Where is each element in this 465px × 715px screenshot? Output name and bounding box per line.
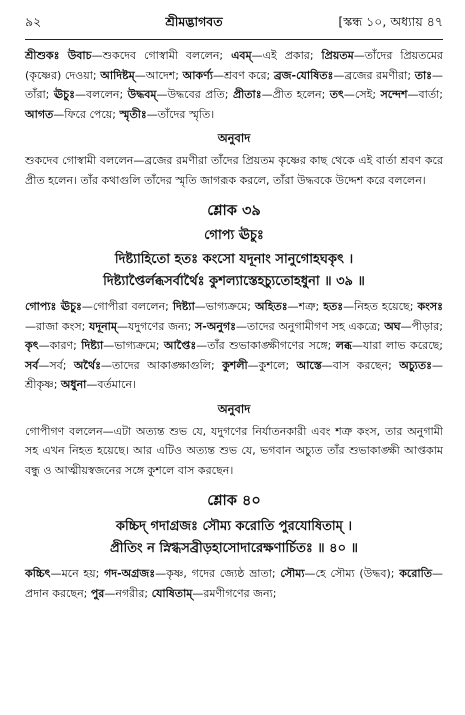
synonym-term: পুর	[90, 586, 105, 600]
synonym-term: আস্তে	[296, 358, 322, 372]
translation-label-39: অনুবাদ	[217, 401, 251, 416]
synonym-term: দিষ্ট্যা	[81, 339, 104, 352]
page-header	[25, 0, 443, 34]
synonym-term: যদূনাম্	[88, 319, 117, 333]
book-title: শ্রীমদ্ভাগবত	[165, 14, 223, 29]
synonym-term: অর্থৈঃ	[73, 358, 102, 372]
sloka-39-verse-line-1: দিষ্ট্যাহিতো হতঃ কংসো যদূনাং সানুগোহঘকৃৎ ।	[114, 252, 354, 267]
synonym-term: হতঃ	[323, 300, 344, 313]
synonym-term: কংসঃ	[417, 300, 443, 313]
synonyms-block-1: শ্রীশুকঃ উবাচ—শুকদেব গোস্বামী বললেন; এবম্—এই প্রকার; প্রিয়তম—তাঁদের প্রিয়তমের (কৃষ্ণের) দেওয়া; আদিষ্টম্—আদেশ; আকর্ণ্য—শ্রবণ করে; ব্রজ-যোষিতঃ—ব্রজের রমণীরা; তাঃ—তাঁরা; ঊচুঃ—বললেন; উদ্ধবম্—উদ্ধবের প্রতি; প্রীতাঃ—প্রীত হলেন; তৎ—সেই; সন্দেশ—বার্তা; আগত—ফিরে পেয়ে; স্মৃতীঃ—তাঁদের স্মৃতি।	[25, 49, 443, 121]
synonym-term: সৌম্য	[280, 567, 305, 580]
synonym-term: করোতি	[399, 567, 432, 580]
synonym-term: যোষিতাম্	[151, 586, 193, 600]
synonym-term: কচ্চিৎ	[25, 567, 51, 580]
sloka-39-verse-line-2: দিষ্ট্যাপ্তৈর্লব্ধসর্বার্থৈঃ কুশল্যাস্তেহচ্যুতোহধুনা ॥ ৩৯ ॥	[103, 274, 365, 289]
page-number: ৯২	[25, 14, 42, 29]
synonym-term: দিষ্ট্যা	[172, 300, 195, 313]
synonym-term: অধুনা	[60, 378, 87, 391]
header-rule	[25, 39, 443, 40]
synonym-term: অচ্যুতঃ	[399, 358, 432, 372]
section-reference: [স্কন্ধ ১০, অধ্যায় ৪৭	[338, 14, 443, 29]
sloka-40-verse-line-2: প্রীতিং ন স্নিগ্ধসব্রীড়হাসোদারেক্ষণার্চিতঃ ॥ ৪০ ॥	[110, 541, 358, 556]
synonym-term: আকর্ণ্য	[182, 68, 213, 82]
synonym-term: স-অনুগঃ	[195, 319, 237, 333]
synonyms-block-39: গোপ্যঃ ঊচুঃ—গোপীরা বললেন; দিষ্ট্যা—ভাগ্যক্রমে; অহিতঃ—শত্রু; হতঃ—নিহত হয়েছে; কংসঃ—রাজা কংস; যদূনাম্—যদুগণের জন্য; স-অনুগঃ—তাদের অনুগামীগণ সহ একত্রে; অঘ—পীড়ার; কৃৎ—কারণ; দিষ্ট্যা—ভাগ্যক্রমে; আপ্তৈঃ—তাঁর শুভাকাঙ্ক্ষীগণের সঙ্গে; লব্ধ—যারা লাভ করেছে; সর্ব—সর্ব; অর্থৈঃ—তাদের আকাঙ্ক্ষাগুলি; কুশলী—কুশলে; আস্তে—বাস করছেন; অচ্যুতঃ—শ্রীকৃষ্ণ; অধুনা—বর্তমানে।	[25, 300, 444, 391]
synonym-term: ঊচুঃ	[53, 88, 75, 101]
synonym-term: তৎ	[329, 88, 344, 101]
synonym-term: উদ্ধবম্	[127, 88, 157, 101]
translation-39: গোপীগণ বললেন—এটা অত্যন্ত শুভ যে, যদুগণের নির্যাতনকারী এবং শত্রু কংস, তার অনুগামী সহ এখন নিহত হয়েছে। আর এটিও অত্যন্ত শুভ যে, ভগবান অচ্যুত তাঁর শুভাকাঙ্ক্ষী আপ্তকাম বন্ধু ও আত্মীয়স্বজনের সঙ্গে কুশলে বাস করছেন।	[25, 424, 443, 477]
synonym-term: প্রীতাঃ	[232, 88, 262, 101]
synonym-term: অঘ	[384, 319, 401, 333]
synonym-term: স্মৃতীঃ	[119, 107, 147, 121]
synonym-term: আদিষ্টম্	[100, 68, 135, 82]
synonym-term: সর্ব	[25, 358, 39, 372]
synonym-term: আপ্তৈঃ	[163, 339, 197, 352]
synonym-term: কুশলী	[222, 358, 248, 372]
sloka-40-heading: শ্লোক ৪০	[207, 493, 261, 509]
translation-1: শুকদেব গোস্বামী বললেন—ব্রজের রমণীরা তাঁদের প্রিয়তম কৃষ্ণের কাছ থেকে এই বার্তা শ্রবণ করে প্রীত হলেন। তাঁর কথাগুলি তাঁদের স্মৃতি জাগরূক করলে, তাঁরা উদ্ধবকে উদ্দেশ করে বললেন।	[25, 154, 443, 187]
synonym-term: কৃৎ	[25, 339, 39, 352]
sloka-40-verse-line-1: কচ্চিদ্ গদাগ্রজঃ সৌম্য করোতি পুরযোষিতাম্ ।	[115, 519, 353, 534]
translation-label-1: অনুবাদ	[217, 131, 251, 145]
synonym-term: এবম্	[231, 49, 252, 62]
sloka-39-speaker: গোপ্য ঊচুঃ	[204, 228, 264, 243]
synonym-term: ব্রজ-যোষিতঃ	[273, 68, 334, 82]
synonym-term: গদ-অগ্রজঃ	[104, 567, 156, 580]
synonym-term: লব্ধ	[335, 339, 352, 352]
synonym-term: অহিতঃ	[255, 300, 288, 313]
synonym-term: শ্রীশুকঃ উবাচ	[25, 49, 92, 62]
synonym-term: গোপ্যঃ ঊচুঃ	[25, 300, 82, 313]
synonym-term: প্রিয়তম	[321, 49, 354, 62]
sloka-39-heading: শ্লোক ৩৯	[207, 203, 261, 219]
synonym-term: আগত	[25, 107, 54, 121]
synonym-term: সন্দেশ	[380, 88, 408, 101]
synonyms-block-40: কচ্চিৎ—মনে হয়; গদ-অগ্রজঃ—কৃষ্ণ, গদের জ্যেষ্ঠ ভ্রাতা; সৌম্য—হে সৌম্য (উদ্ধব); করোতি—প্রদান করছেন; পুর—নগরীর; যোষিতাম্—রমণীগণের জন্য;	[25, 567, 443, 600]
synonym-term: তাঃ	[414, 68, 432, 82]
